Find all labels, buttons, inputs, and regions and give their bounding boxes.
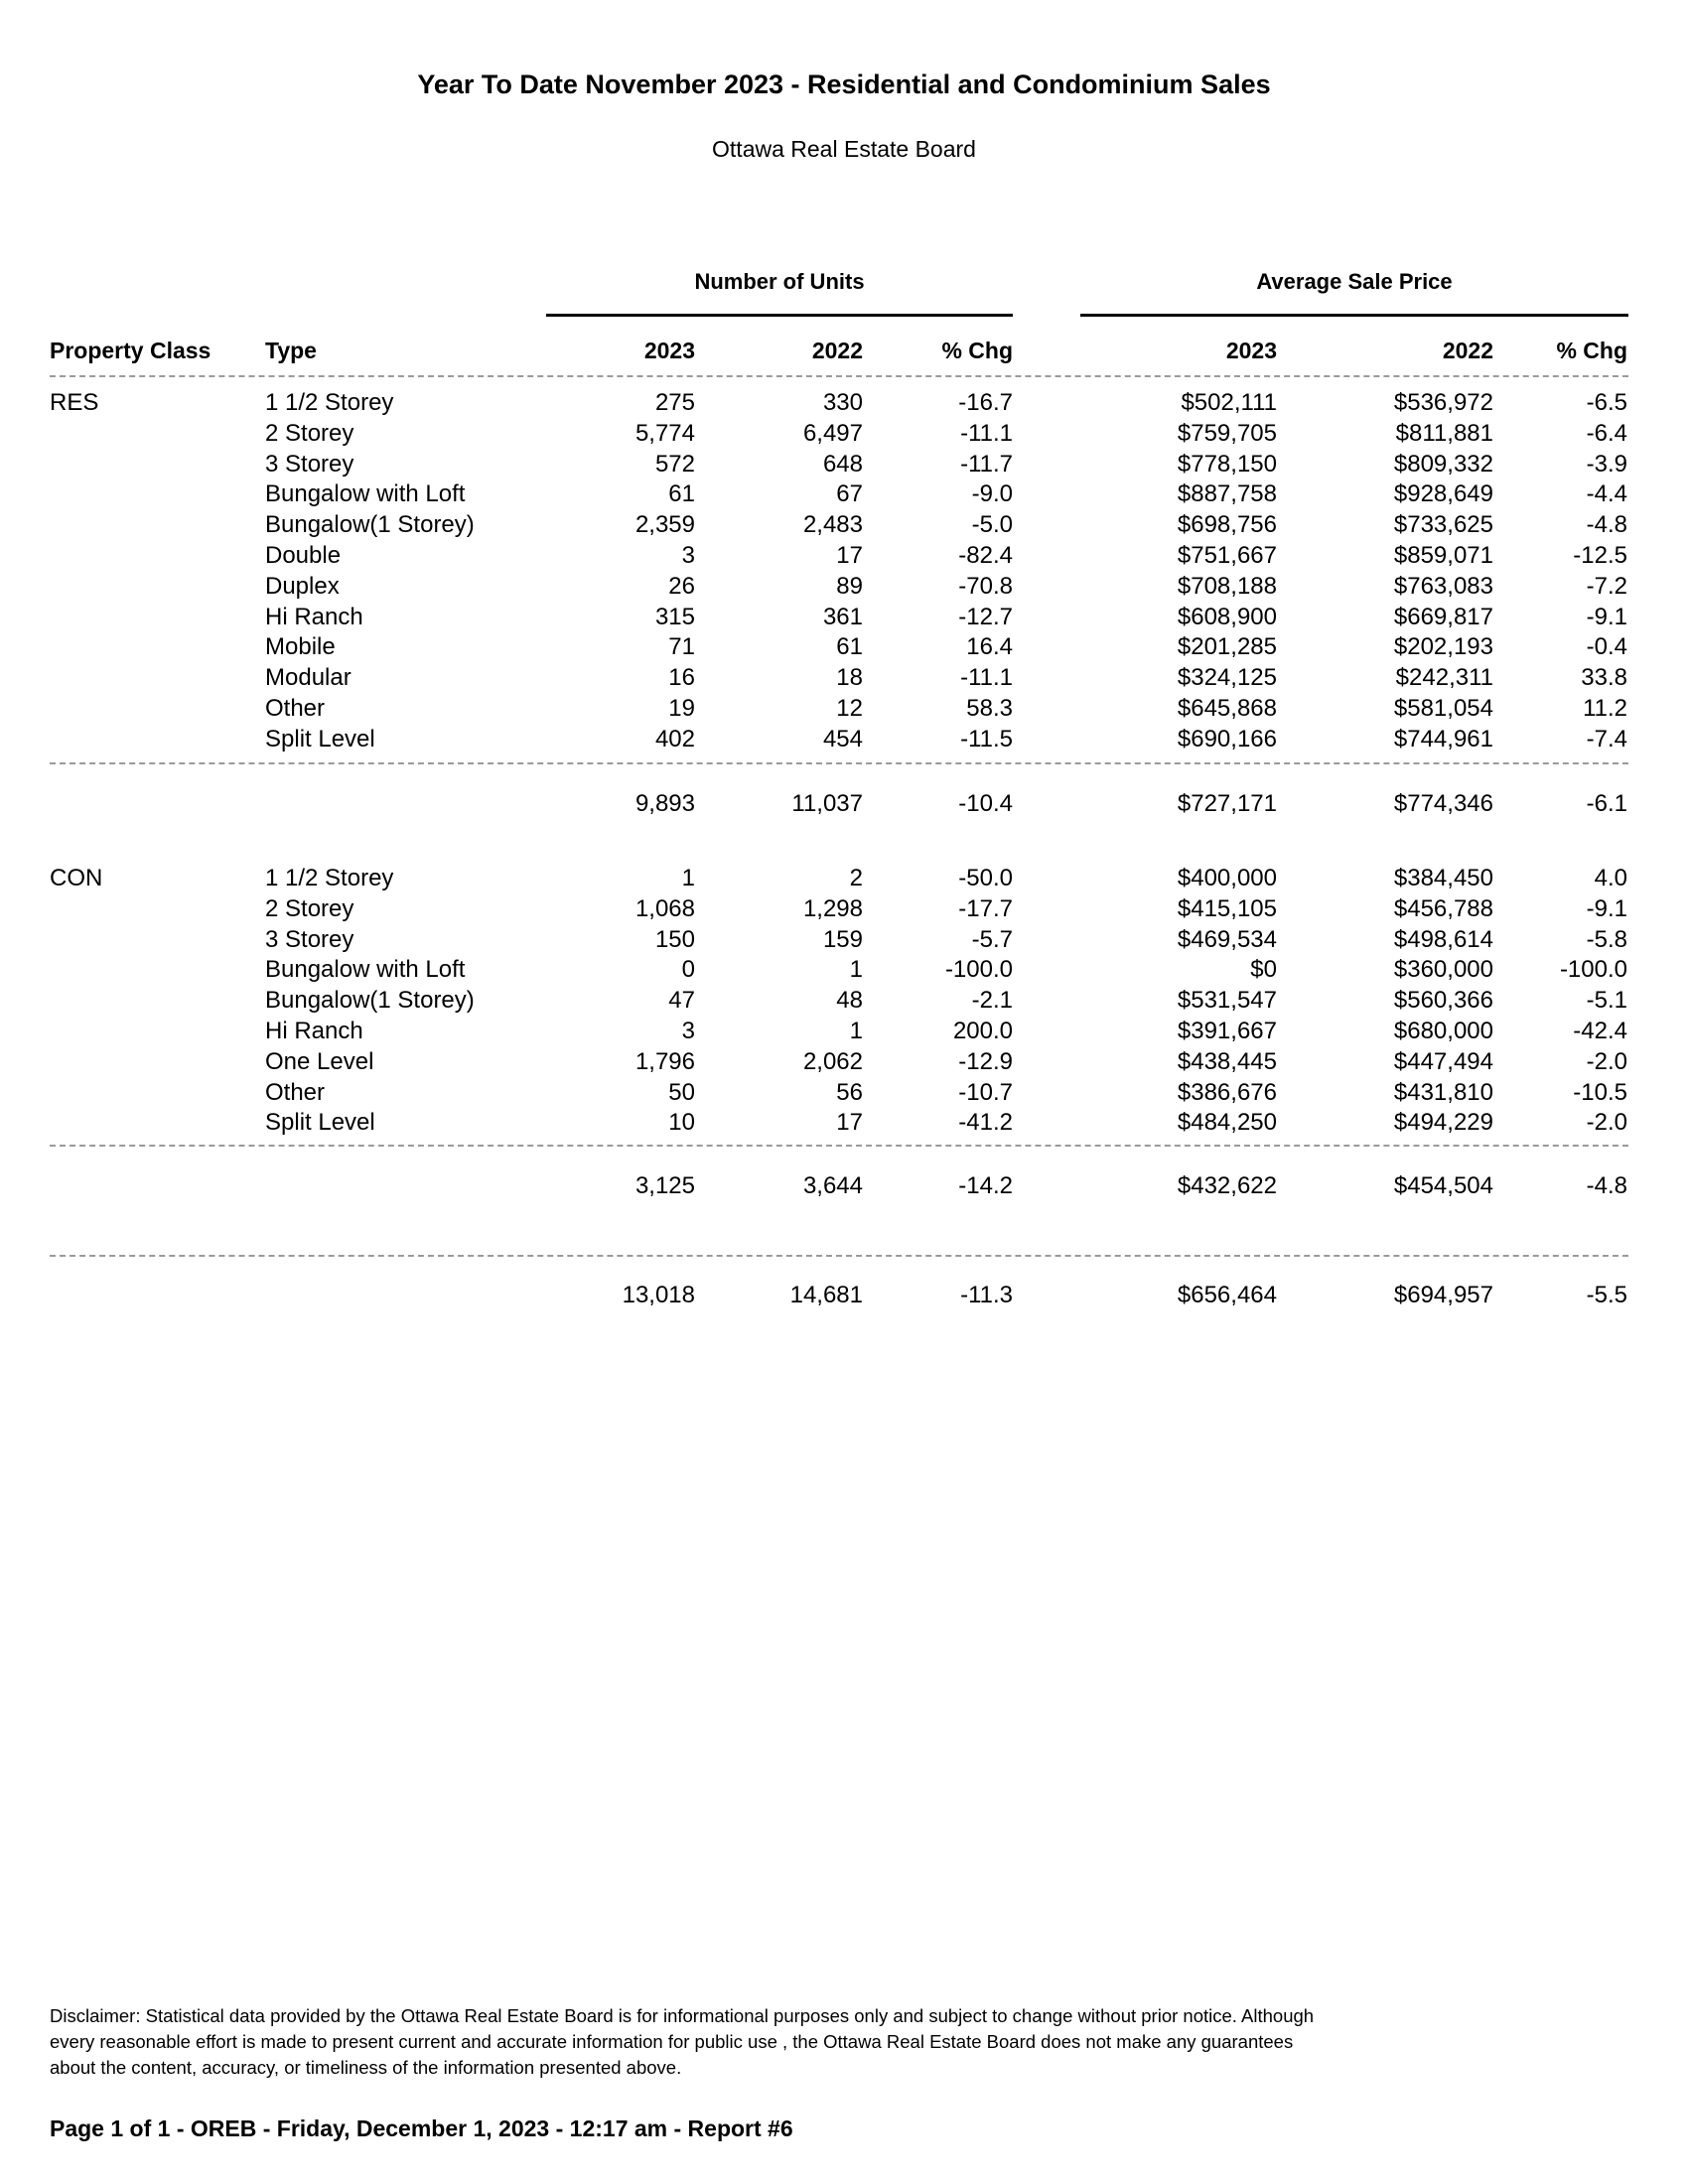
type-cell: Duplex [265, 572, 340, 600]
units-pct-chg-cell: -12.7 [958, 603, 1013, 630]
units-2023-cell: 275 [654, 389, 695, 416]
table-row [0, 572, 1688, 602]
units-2023-cell: 5,774 [634, 419, 695, 447]
price-pct-chg-cell: -6.5 [1586, 389, 1627, 416]
col-type: Type [265, 338, 317, 363]
units-2023-cell: 572 [654, 450, 695, 478]
price-2022-cell: $431,810 [1393, 1078, 1493, 1106]
price-2022-cell: $242,311 [1395, 664, 1493, 692]
price-2022-cell: $669,817 [1393, 603, 1493, 630]
type-cell: 3 Storey [265, 450, 354, 478]
units-2023-cell: 16 [668, 664, 695, 692]
units-2023-cell: 315 [654, 603, 695, 630]
units-pct-chg-cell: -11.7 [960, 450, 1013, 478]
units-2023-cell: 3,125 [634, 1172, 695, 1199]
property-class-cell: CON [50, 865, 103, 891]
price-2023-cell: $751,667 [1177, 542, 1277, 569]
units-pct-chg-cell: 200.0 [952, 1018, 1013, 1044]
disclaimer-line: about the content, accuracy, or timeliness of the information presented above. [50, 2057, 682, 2078]
price-pct-chg-cell: -7.4 [1586, 725, 1627, 752]
price-2023-cell: $887,758 [1177, 480, 1277, 508]
units-pct-chg-cell: -5.7 [971, 925, 1013, 953]
units-2022-cell: 67 [836, 480, 863, 508]
table-row [0, 1047, 1688, 1077]
price-2023-cell: $201,285 [1177, 633, 1277, 661]
table-row [0, 632, 1688, 662]
price-2022-cell: $744,961 [1393, 725, 1493, 752]
price-pct-chg-cell: -2.0 [1586, 1109, 1627, 1137]
type-cell: Bungalow(1 Storey) [265, 987, 475, 1015]
units-pct-chg-cell: -100.0 [944, 956, 1013, 984]
units-pct-chg-cell: -14.2 [958, 1172, 1013, 1199]
units-pct-chg-cell: -82.4 [958, 542, 1013, 569]
type-cell: Split Level [265, 1109, 375, 1137]
price-2023-cell: $645,868 [1177, 695, 1277, 722]
price-2022-cell: $694,957 [1393, 1282, 1493, 1308]
disclaimer [50, 2003, 1440, 2081]
units-pct-chg-cell: -2.1 [971, 987, 1013, 1015]
units-pct-chg-cell: -17.7 [958, 894, 1013, 922]
price-2022-cell: $384,450 [1393, 865, 1493, 891]
type-cell: 1 1/2 Storey [265, 389, 394, 416]
subtotal-row [0, 789, 1688, 819]
table-row [0, 1078, 1688, 1108]
header-divider [50, 375, 1628, 377]
units-2022-cell: 2,062 [802, 1047, 863, 1075]
units-2023-cell: 71 [668, 633, 695, 661]
units-group-header: Number of Units [694, 269, 865, 294]
price-2022-cell: $202,193 [1393, 633, 1493, 661]
price-group-rule [1080, 314, 1628, 317]
units-pct-chg-cell: -16.7 [958, 389, 1013, 416]
units-pct-chg-cell: 58.3 [966, 695, 1013, 722]
col-price-2023: 2023 [1225, 338, 1277, 363]
units-2023-cell: 61 [668, 480, 695, 508]
table-row [0, 1017, 1688, 1046]
property-class-cell: RES [50, 389, 99, 416]
units-2023-cell: 3 [681, 1018, 695, 1044]
price-pct-chg-cell: -3.9 [1586, 450, 1627, 478]
units-pct-chg-cell: -41.2 [958, 1109, 1013, 1137]
price-pct-chg-cell: -4.8 [1586, 1172, 1627, 1199]
price-2022-cell: $680,000 [1393, 1018, 1493, 1044]
type-cell: 2 Storey [265, 419, 354, 447]
price-pct-chg-cell: -2.0 [1586, 1047, 1627, 1075]
units-pct-chg-cell: -11.5 [960, 725, 1013, 752]
units-2023-cell: 2,359 [634, 511, 695, 539]
price-pct-chg-cell: 4.0 [1594, 865, 1627, 891]
price-2023-cell: $438,445 [1177, 1047, 1277, 1075]
price-2023-cell: $531,547 [1177, 987, 1277, 1015]
table-row [0, 955, 1688, 985]
units-2022-cell: 3,644 [802, 1172, 863, 1199]
price-pct-chg-cell: 33.8 [1581, 664, 1627, 692]
table-row [0, 694, 1688, 724]
units-2023-cell: 19 [668, 695, 695, 722]
type-cell: 2 Storey [265, 894, 354, 922]
price-pct-chg-cell: -10.5 [1573, 1078, 1627, 1106]
price-2022-cell: $498,614 [1393, 925, 1493, 953]
units-2022-cell: 89 [836, 572, 863, 600]
type-cell: Mobile [265, 633, 336, 661]
units-2023-cell: 47 [668, 987, 695, 1015]
price-pct-chg-cell: -4.8 [1586, 511, 1627, 539]
price-pct-chg-cell: -9.1 [1586, 894, 1627, 922]
price-2022-cell: $536,972 [1393, 389, 1493, 416]
price-2022-cell: $456,788 [1393, 894, 1493, 922]
price-2023-cell: $608,900 [1177, 603, 1277, 630]
table-row [0, 541, 1688, 571]
price-pct-chg-cell: -6.4 [1586, 419, 1627, 447]
dashed-divider [50, 762, 1628, 764]
price-2022-cell: $360,000 [1393, 956, 1493, 984]
price-pct-chg-cell: -5.5 [1586, 1282, 1627, 1308]
price-2023-cell: $727,171 [1177, 790, 1277, 817]
price-pct-chg-cell: -42.4 [1573, 1018, 1627, 1044]
price-2023-cell: $502,111 [1181, 389, 1277, 416]
dashed-divider [50, 1255, 1628, 1257]
units-2023-cell: 26 [668, 572, 695, 600]
units-2022-cell: 11,037 [791, 790, 863, 817]
price-2022-cell: $454,504 [1393, 1172, 1493, 1199]
price-2022-cell: $774,346 [1393, 790, 1493, 817]
price-pct-chg-cell: -5.1 [1586, 987, 1627, 1015]
units-2023-cell: 1,068 [634, 894, 695, 922]
price-2023-cell: $656,464 [1177, 1282, 1277, 1308]
table-row [0, 894, 1688, 924]
units-2023-cell: 0 [681, 956, 695, 984]
units-2022-cell: 2,483 [802, 511, 863, 539]
table-row [0, 388, 1688, 418]
units-pct-chg-cell: 16.4 [966, 633, 1013, 661]
units-2022-cell: 2 [849, 865, 863, 891]
table-row [0, 1108, 1688, 1138]
units-2022-cell: 56 [836, 1078, 863, 1106]
units-pct-chg-cell: -50.0 [958, 865, 1013, 891]
type-cell: Bungalow(1 Storey) [265, 511, 475, 539]
type-cell: Bungalow with Loft [265, 480, 466, 508]
table-row [0, 450, 1688, 479]
price-2023-cell: $400,000 [1177, 865, 1277, 891]
units-pct-chg-cell: -11.1 [960, 419, 1013, 447]
price-2022-cell: $447,494 [1393, 1047, 1493, 1075]
type-cell: One Level [265, 1047, 374, 1075]
disclaimer-line: every reasonable effort is made to present current and accurate information for public use , the Ottawa Real Estate Board does not make any guarantees [50, 2031, 1294, 2052]
col-price-pct-chg: % Chg [1556, 338, 1627, 363]
price-pct-chg-cell: -5.8 [1586, 925, 1627, 953]
units-2022-cell: 61 [836, 633, 863, 661]
type-cell: Hi Ranch [265, 1018, 363, 1044]
dashed-divider [50, 1145, 1628, 1147]
table-row [0, 479, 1688, 509]
units-2022-cell: 1,298 [802, 894, 863, 922]
price-2022-cell: $928,649 [1393, 480, 1493, 508]
units-2022-cell: 648 [822, 450, 863, 478]
price-2022-cell: $859,071 [1393, 542, 1493, 569]
type-cell: Hi Ranch [265, 603, 363, 630]
price-pct-chg-cell: -0.4 [1586, 633, 1627, 661]
col-units-2022: 2022 [811, 338, 863, 363]
price-2023-cell: $386,676 [1177, 1078, 1277, 1106]
type-cell: 3 Storey [265, 925, 354, 953]
units-2022-cell: 17 [836, 542, 863, 569]
price-pct-chg-cell: -9.1 [1586, 603, 1627, 630]
table-row [0, 419, 1688, 449]
table-row [0, 603, 1688, 632]
units-2022-cell: 1 [849, 1018, 863, 1044]
units-2023-cell: 10 [668, 1109, 695, 1137]
table-row [0, 663, 1688, 693]
type-cell: Bungalow with Loft [265, 956, 466, 984]
units-2022-cell: 159 [822, 925, 863, 953]
price-pct-chg-cell: -4.4 [1586, 480, 1627, 508]
price-2023-cell: $324,125 [1177, 664, 1277, 692]
units-2022-cell: 330 [822, 389, 863, 416]
units-2023-cell: 3 [681, 542, 695, 569]
col-units-2023: 2023 [643, 338, 695, 363]
price-2023-cell: $708,188 [1177, 572, 1277, 600]
units-pct-chg-cell: -12.9 [958, 1047, 1013, 1075]
report-subtitle: Ottawa Real Estate Board [712, 136, 976, 162]
column-header-row [0, 336, 1688, 365]
units-pct-chg-cell: -5.0 [971, 511, 1013, 539]
price-2023-cell: $0 [1250, 956, 1277, 984]
grand-total-row [0, 1281, 1688, 1310]
units-2023-cell: 1,796 [634, 1047, 695, 1075]
price-2022-cell: $811,881 [1395, 419, 1493, 447]
table-row [0, 725, 1688, 754]
price-pct-chg-cell: -6.1 [1586, 790, 1627, 817]
disclaimer-line: Disclaimer: Statistical data provided by the Ottawa Real Estate Board is for informational purposes only and subject to change without prior notice. Although [50, 2005, 1315, 2026]
price-2023-cell: $432,622 [1177, 1172, 1277, 1199]
units-2023-cell: 50 [668, 1078, 695, 1106]
page-footer: Page 1 of 1 - OREB - Friday, December 1, 2023 - 12:17 am - Report #6 [50, 2116, 793, 2141]
units-2022-cell: 361 [822, 603, 863, 630]
units-2022-cell: 18 [836, 664, 863, 692]
price-2022-cell: $763,083 [1393, 572, 1493, 600]
table-row [0, 510, 1688, 540]
units-2022-cell: 14,681 [789, 1282, 863, 1308]
price-2022-cell: $581,054 [1393, 695, 1493, 722]
price-2022-cell: $733,625 [1393, 511, 1493, 539]
price-2023-cell: $415,105 [1177, 894, 1277, 922]
type-cell: Modular [265, 664, 352, 692]
type-cell: 1 1/2 Storey [265, 865, 394, 891]
col-units-pct-chg: % Chg [941, 338, 1013, 363]
price-pct-chg-cell: -7.2 [1586, 572, 1627, 600]
col-property-class: Property Class [50, 338, 211, 363]
price-2023-cell: $698,756 [1177, 511, 1277, 539]
units-2022-cell: 12 [836, 695, 863, 722]
table-row [0, 986, 1688, 1016]
units-pct-chg-cell: -11.1 [960, 664, 1013, 692]
type-cell: Split Level [265, 725, 375, 752]
price-2023-cell: $469,534 [1177, 925, 1277, 953]
type-cell: Other [265, 695, 326, 722]
units-2023-cell: 9,893 [634, 790, 695, 817]
units-2022-cell: 454 [822, 725, 863, 752]
price-2022-cell: $494,229 [1393, 1109, 1493, 1137]
units-2022-cell: 48 [836, 987, 863, 1015]
price-2023-cell: $778,150 [1177, 450, 1277, 478]
price-pct-chg-cell: -12.5 [1573, 542, 1627, 569]
price-2022-cell: $560,366 [1393, 987, 1493, 1015]
table-row [0, 925, 1688, 955]
units-pct-chg-cell: -10.7 [958, 1078, 1013, 1106]
units-pct-chg-cell: -70.8 [958, 572, 1013, 600]
price-pct-chg-cell: -100.0 [1559, 956, 1627, 984]
price-2023-cell: $484,250 [1177, 1109, 1277, 1137]
units-pct-chg-cell: -10.4 [958, 790, 1013, 817]
units-2022-cell: 1 [849, 956, 863, 984]
units-2023-cell: 13,018 [622, 1282, 695, 1308]
type-cell: Other [265, 1078, 326, 1106]
price-group-header: Average Sale Price [1256, 269, 1453, 294]
units-pct-chg-cell: -11.3 [960, 1282, 1013, 1308]
units-2022-cell: 17 [836, 1109, 863, 1137]
price-2022-cell: $809,332 [1393, 450, 1493, 478]
units-2023-cell: 1 [681, 865, 695, 891]
price-2023-cell: $391,667 [1177, 1018, 1277, 1044]
units-group-rule [546, 314, 1013, 317]
subtotal-row [0, 1171, 1688, 1201]
units-pct-chg-cell: -9.0 [971, 480, 1013, 508]
units-2023-cell: 150 [654, 925, 695, 953]
price-pct-chg-cell: 11.2 [1583, 695, 1627, 722]
col-price-2022: 2022 [1442, 338, 1493, 363]
report-title: Year To Date November 2023 - Residential and Condominium Sales [417, 69, 1271, 99]
units-2022-cell: 6,497 [802, 419, 863, 447]
price-2023-cell: $759,705 [1177, 419, 1277, 447]
type-cell: Double [265, 542, 342, 569]
table-row [0, 864, 1688, 893]
units-2023-cell: 402 [654, 725, 695, 752]
price-2023-cell: $690,166 [1177, 725, 1277, 752]
